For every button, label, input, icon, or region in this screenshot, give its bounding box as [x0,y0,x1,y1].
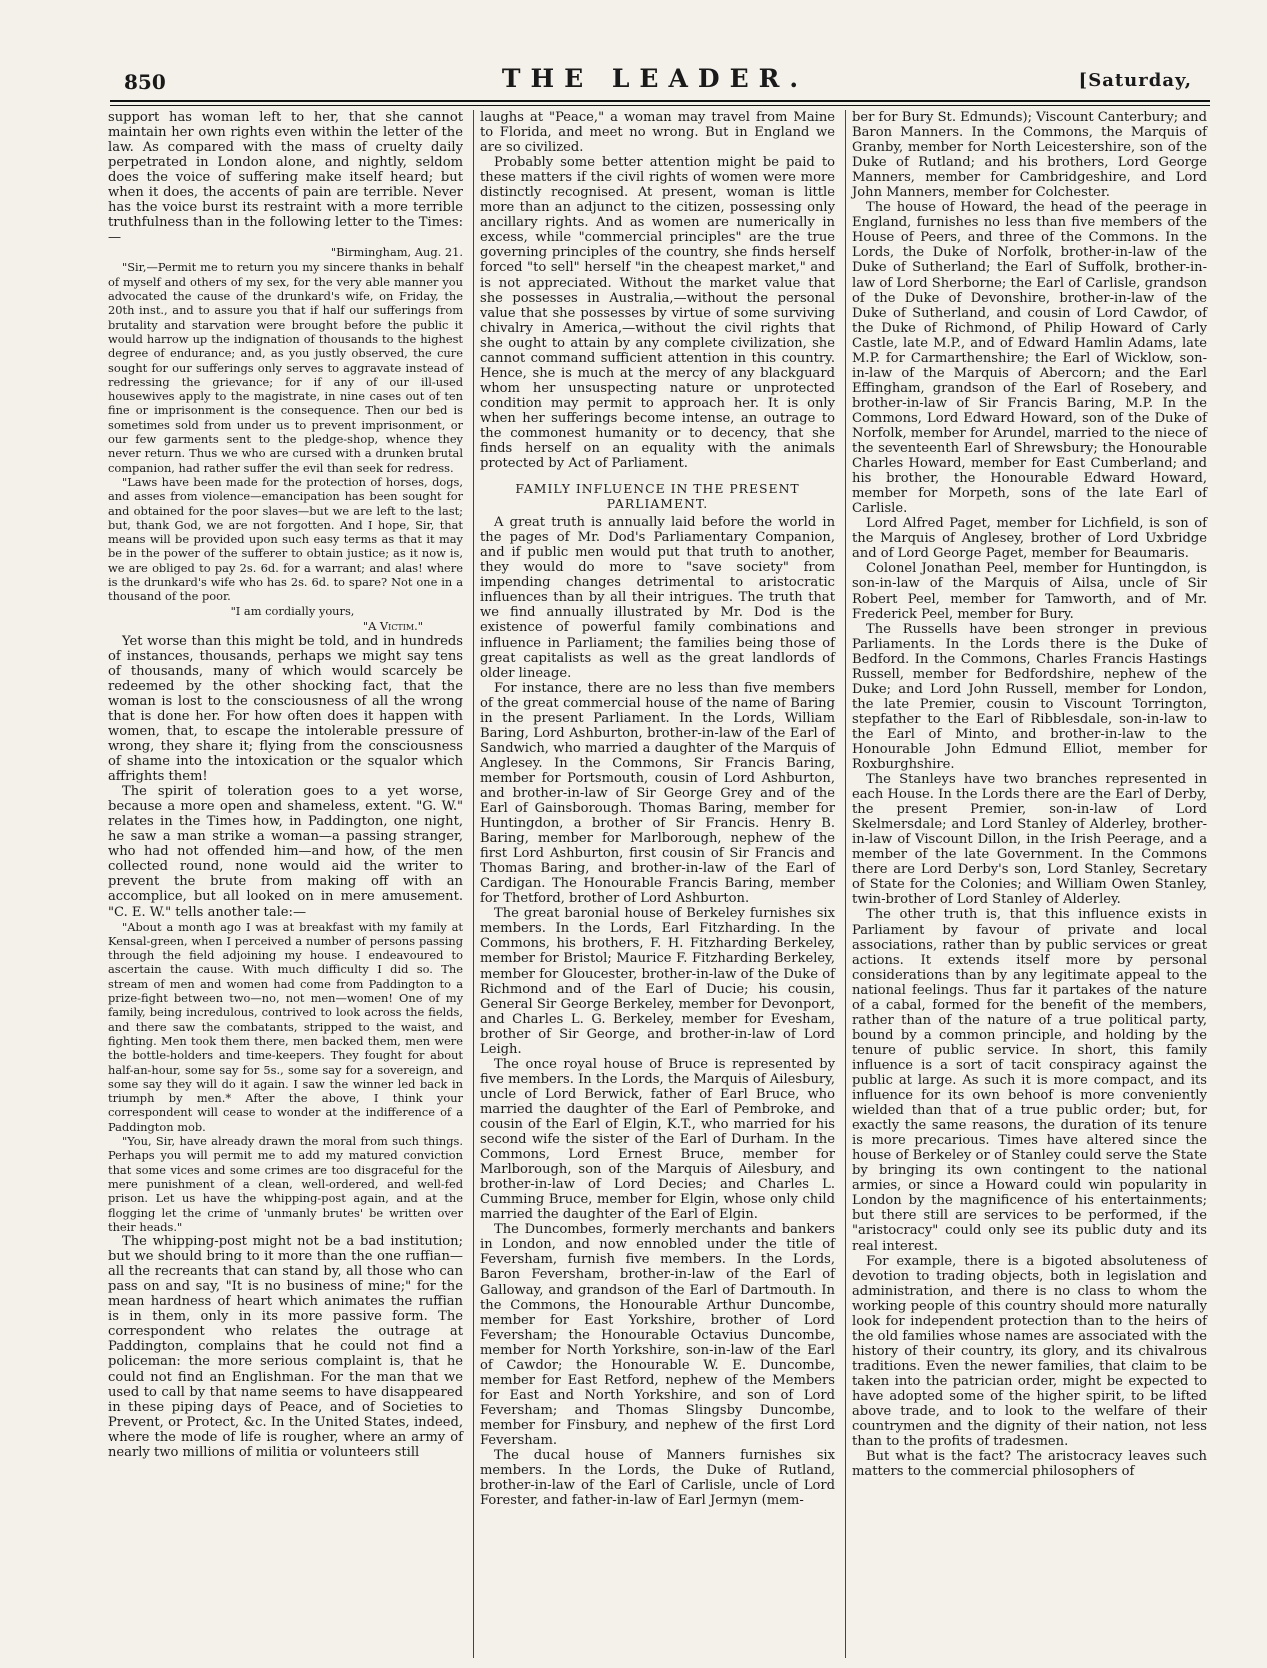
paragraph: Lord Alfred Paget, member for Lichfield, is son of the Marquis of Anglesey, brother of Lord Uxbridge and of Lord George Paget, member for Beaumaris. [852,516,1207,562]
paragraph: The once royal house of Bruce is represented by five members. In the Lords, the Marquis of Ailesbury, uncle of Lord Berwick, father of Earl Bruce, who married the daughter of the Earl of Pembroke, and cousin of the Earl of Elgin, K.T., who married for his second wife the sister of the Earl of Durham. In the Commons, Lord Ernest Bruce, member for Marlborough, son of the Marquis of Ailesbury, and brother-in-law of Lord Decies; and Charles L. Cumming Bruce, member for Elgin, whose only child married the daughter of the Earl of Elgin. [480,1056,835,1223]
column-2 [480,110,835,1508]
letter-signature: "A Victim." [362,618,423,633]
paragraph: A great truth is annually laid before the world in the pages of Mr. Dod's Parliamentary Companion, and if public men would put that truth to another, they would do more to "save society" from impending changes detrimental to aristocratic influences than by all their intrigues. The truth that we find annually illustrated by Mr. Dod is the existence of powerful family combinations and influence in Parliament; the families being those of great capitalists as well as the great landlords of older lineage. [480,515,835,681]
paragraph: The whipping-post might not be a bad institution; but we should bring to it more than the one ruffian—all the recreants that can stand by, all those who can pass on and say, "It is no business of mine;" for the mean hardness of heart which animates the ruffian is in them, only in its more passive form. The correspondent who relates the outrage at Paddington, complains that he could not find a policeman: the more serious complaint is, that he could not find an Englishman. For the man that we used to call by that name seems to have disappeared in these piping days of Peace, and of Societies to Prevent, or Protect, &c. In the United States, indeed, where the mode of life is rougher, where an army of nearly two millions of militia or volunteers still [108,1234,463,1460]
paragraph: But what is the fact? The aristocracy leaves such matters to the commercial philosophers of [852,1449,1207,1480]
letter-dateline: "Birmingham, Aug. 21. [330,245,463,260]
paragraph: The Stanleys have two branches represented in each House. In the Lords there are the Earl of Derby, the present Premier, son-in-law of Lord Skelmersdale; and Lord Stanley of Alderley, brother-in-law of Viscount Dillon, in the Irish Peerage, and a member of the late Government. In the Commons there are Lord Derby's son, Lord Stanley, Secretary of State for the Colonies; and William Owen Stanley, twin-brother of Lord Stanley of Alderley. [852,772,1207,908]
paragraph: Probably some better attention might be paid to these matters if the civil rights of women were more distinctly recognised. At present, woman is little more than an adjunct to the citizen, possessing only ancillary rights. And as women are numerically in excess, while "commercial principles" are the true governing principles of the country, she finds herself forced "to sell" herself "in the cheapest market," and is not appreciated. Without the market value that she possesses in Australia,—without the personal value that she possesses by virtue of some surviving chivalry in America,—without the civil rights that she ought to attain by any complete civilization, she cannot command sufficient attention in this country. Hence, she is much at the mercy of any blackguard whom her unsuspecting nature or unprotected condition may permit to approach her. It is only when her sufferings become intense, an outrage to the commonest humanity or to decency, that she finds herself on an equality with the animals protected by Act of Parliament. [480,155,835,472]
paragraph: The Duncombes, formerly merchants and bankers in London, and now ennobled under the title of Feversham, furnish five members. In the Lords, Baron Feversham, brother-in-law of the Earl of Galloway, and grandson of the Earl of Dartmouth. In the Commons, the Honourable Arthur Duncombe, member for East Yorkshire, brother of Lord Feversham; the Honourable Octavius Duncombe, member for North Yorkshire, son-in-law of the Earl of Cawdor; the Honourable W. E. Duncombe, member for East Retford, nephew of the Members for East and North Yorkshire, and son of Lord Feversham; and Thomas Slingsby Duncombe, member for Finsbury, and nephew of the first Lord Feversham. [480,1222,835,1448]
letter-paragraph: "Sir,—Permit me to return you my sincere thanks in behalf of myself and others of my sex, for the very able manner you advocated the cause of the drunkard's wife, on Friday, the 20th inst., and to assure you that if half our sufferings from brutality and starvation were brought before the public it would harrow up the indignation of thousands to the highest degree of endurance; and, as you justly observed, the cure sought for our sufferings only serves to aggravate instead of redressing the grievance; for if any of our ill-used housewives apply to the magistrate, in nine cases out of ten fine or imprisonment is the consequence. Then our bed is sometimes sold from under us to prevent imprisonment, or our few garments sent to the pledge-shop, whence they never return. Thus we who are cursed with a drunken brutal companion, had rather suffer the evil than seek for redress. [108,260,463,475]
section-heading: FAMILY INFLUENCE IN THE PRESENT PARLIAMENT. [515,481,800,512]
letter-closing: "I am cordially yours, [230,603,355,618]
paragraph: The other truth is, that this influence exists in Parliament by favour of private and local associations, rather than by public services or great actions. It extends itself more by personal considerations than by any legitimate appeal to the national feelings. Thus far it partakes of the nature of a cabal, formed for the benefit of the members, rather than of the nature of a true political party, bound by a common principle, and holding by the tenure of public service. In short, this family influence is a sort of tacit conspiracy against the public at large. As such it is more compact, and its influence for its own behoof is more conveniently wielded than that of a true public order; but, for exactly the same reasons, the duration of its tenure is more precarious. Times have altered since the house of Berkeley or of Stanley could serve the State by bringing its own contingent to the national armies, or since a Howard could win popularity in London by the magnificence of his entertainments; but there still are services to be performed, if the "aristocracy" could only see its public duty and its real interest. [852,907,1207,1254]
paragraph: The great baronial house of Berkeley furnishes six members. In the Lords, Earl Fitzharding. In the Commons, his brothers, F. H. Fitzharding Berkeley, member for Bristol; Maurice F. Fitzharding Berkeley, member for Gloucester, brother-in-law of the Duke of Richmond and of the Earl of Ducie; his cousin, General Sir George Berkeley, member for Devonport, and Charles L. G. Berkeley, member for Evesham, brother of Sir George, and brother-in-law of Lord Leigh. [480,906,835,1057]
paragraph: The Russells have been stronger in previous Parliaments. In the Lords there is the Duke of Bedford. In the Commons, Charles Francis Hastings Russell, member for Bedfordshire, nephew of the Duke; and Lord John Russell, member for London, the late Premier, cousin to Viscount Torrington, stepfather to the Earl of Ribblesdale, son-in-law to the Earl of Minto, and brother-in-law to the Honourable John Edmund Elliot, member for Roxburghshire. [852,621,1207,773]
column-divider [473,110,474,1658]
letter-paragraph: "Laws have been made for the protection of horses, dogs, and asses from violence—emancipation has been sought for and obtained for the poor slaves—but we are left to the last; but, thank God, we are not forgotten. And I hope, Sir, that means will be provided upon such easy terms as that it may be in the power of the sufferer to obtain justice; as it now is, we are obliged to pay 2s. 6d. for a warrant; and alas! where is the drunkard's wife who has 2s. 6d. to spare? Not one in a thousand of the poor. [108,474,463,604]
paragraph: ber for Bury St. Edmunds); Viscount Canterbury; and Baron Manners. In the Commons, the Marquis of Granby, member for North Leicestershire, son of the Duke of Rutland; and his brothers, Lord George Manners, member for Cambridgeshire, and Lord John Manners, member for Colchester. [852,110,1207,201]
paragraph: laughs at "Peace," a woman may travel from Maine to Florida, and meet no wrong. But in England we are so civilized. [480,110,835,156]
issue-day: [Saturday, [1078,70,1192,91]
newspaper-title: THE LEADER. [501,64,809,93]
paragraph: For instance, there are no less than five members of the great commercial house of the name of Baring in the present Parliament. In the Lords, William Baring, Lord Ashburton, brother-in-law of the Earl of Sandwich, who married a daughter of the Marquis of Anglesey. In the Commons, Sir Francis Baring, member for Portsmouth, cousin of Lord Ashburton, and brother-in-law of Sir George Grey and of the Earl of Gainsborough. Thomas Baring, member for Huntingdon, a brother of Sir Francis. Henry B. Baring, member for Marlborough, nephew of the first Lord Ashburton, first cousin of Sir Francis and Thomas Baring, and brother-in-law of the Earl of Cardigan. The Honourable Francis Baring, member for Thetford, brother of Lord Ashburton. [480,680,835,907]
paragraph: For example, there is a bigoted absoluteness of devotion to trading objects, both in legislation and administration, and there is no class to whom the working people of this country should more naturally look for independent protection than to the heirs of the old families whose names are associated with the history of their country, its glory, and its chivalrous traditions. Even the newer families, that claim to be taken into the patrician order, might be expected to have adopted some of the higher spirit, to be lifted above trade, and to look to the welfare of their countrymen and the dignity of their nation, not less than to the profits of tradesmen. [852,1253,1207,1450]
letter-paragraph: "You, Sir, have already drawn the moral from such things. Perhaps you will permit me to add my matured conviction that some vices and some crimes are too disgraceful for the mere punishment of a clean, well-ordered, and well-fed prison. Let us have the whipping-post again, and at the flogging let the crime of 'unmanly brutes' be written over their heads." [108,1134,463,1234]
column-1 [108,110,463,1460]
column-3 [852,110,1207,1479]
masthead-rule [110,100,1210,106]
paragraph: Colonel Jonathan Peel, member for Huntingdon, is son-in-law of the Marquis of Ailsa, uncle of Sir Robert Peel, member for Tamworth, and of Mr. Frederick Peel, member for Bury. [852,561,1207,622]
paragraph: support has woman left to her, that she cannot maintain her own rights even within the letter of the law. As compared with the mass of cruelty daily perpetrated in London alone, and nightly, seldom does the voice of suffering make itself heard; but when it does, the accents of pain are terrible. Never has the voice burst its restraint with a more terrible truthfulness than in the following letter to the Times:— [108,110,463,246]
paragraph: Yet worse than this might be told, and in hundreds of instances, thousands, perhaps we might say tens of thousands, many of which would scarcely be redeemed by the other shocking fact, that the woman is lost to the consciousness of all the wrong that is done her. For how often does it happen with women, that, to escape the intolerable pressure of wrong, they share it; flying from the consciousness of shame into the intoxication or the squalor which affrights them! [108,633,463,785]
paragraph: The house of Howard, the head of the peerage in England, furnishes no less than five members of the House of Peers, and three of the Commons. In the Lords, the Duke of Norfolk, brother-in-law of the Duke of Sutherland; the Earl of Suffolk, brother-in-law of Lord Sherborne; the Earl of Carlisle, grandson of the Duke of Devonshire, brother-in-law of the Duke of Sutherland, and cousin of Lord Cawdor, of the Duke of Richmond, of Philip Howard of Carly Castle, late M.P., and of Edward Hamlin Adams, late M.P. for Carmarthenshire; the Earl of Wicklow, son-in-law of the Marquis of Abercorn; and the Earl Effingham, grandson of the Earl of Rosebery, and brother-in-law of Sir Francis Baring, M.P. In the Commons, Lord Edward Howard, son of the Duke of Norfolk, member for Arundel, married to the niece of the seventeenth Earl of Shrewsbury; the Honourable Charles Howard, member for East Cumberland; and his brother, the Honourable Edward Howard, member for Morpeth, sons of the late Earl of Carlisle. [852,200,1207,517]
masthead [100,64,1210,94]
paragraph: The spirit of toleration goes to a yet worse, because a more open and shameless, extent. "G. W." relates in the Times how, in Paddington, one night, he saw a man strike a woman—a passing stranger, who had not offended him—and how, of the men collected round, none would aid the writer to prevent the brute from making off with an accomplice, but all looked on in mere amusement. "C. E. W." tells another tale:— [108,784,463,920]
column-divider [845,110,846,1658]
letter-paragraph: "About a month ago I was at breakfast with my family at Kensal-green, when I perceived a number of persons passing through the field adjoining my house. I endeavoured to ascertain the cause. With much difficulty I did so. The stream of men and women had come from Paddington to a prize-fight between two—no, not men—women! One of my family, being incredulous, contrived to look across the fields, and there saw the combatants, stripped to the waist, and fighting. Men took them there, men backed them, men were the bottle-holders and time-keepers. They fought for about half-an-hour, some say for 5s., some say for a sovereign, and some say they will do it again. I saw the winner led back in triumph by men.* After the above, I think your correspondent will cease to wonder at the indifference of a Paddington mob. [108,919,463,1134]
paragraph: The ducal house of Manners furnishes six members. In the Lords, the Duke of Rutland, brother-in-law of the Earl of Carlisle, uncle of Lord Forester, and father-in-law of Earl Jermyn (mem- [480,1448,835,1509]
page-number: 850 [124,70,166,94]
